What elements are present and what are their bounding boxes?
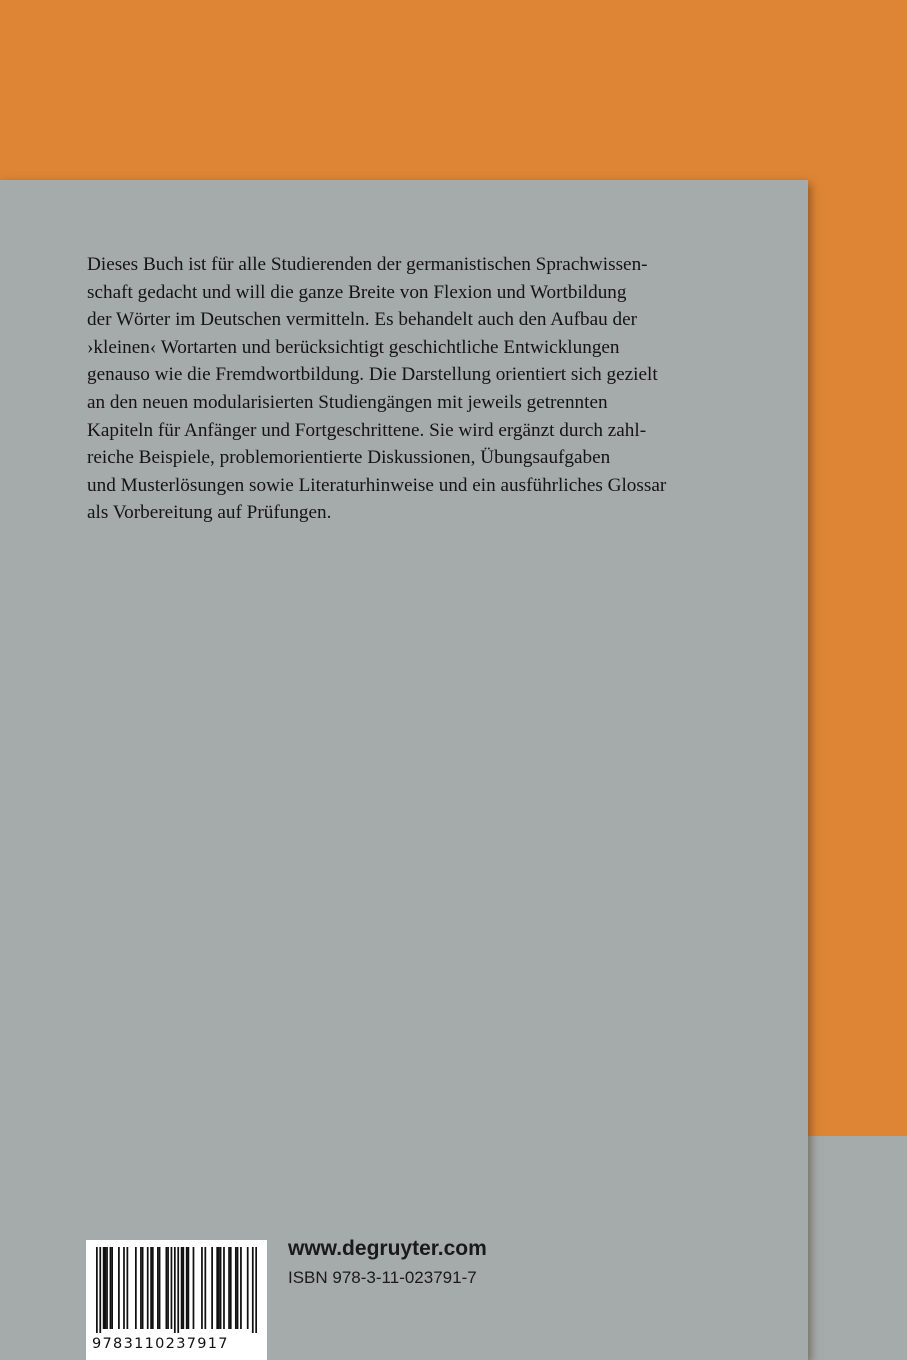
blurb-line: und Musterlösungen sowie Literaturhinweise und ein ausführliches Glossar	[87, 474, 667, 496]
barcode-bar	[110, 1247, 112, 1329]
barcode-bar	[142, 1247, 144, 1329]
barcode-bar	[157, 1247, 159, 1329]
barcode-bar	[186, 1247, 188, 1329]
barcode-bar	[152, 1247, 154, 1329]
barcode-bar	[235, 1247, 237, 1329]
orange-side-band	[808, 180, 907, 1136]
barcode-bar	[118, 1247, 120, 1329]
barcode-bar	[159, 1247, 161, 1329]
barcode-bar	[123, 1247, 125, 1329]
barcode-bar	[220, 1247, 222, 1329]
blurb-text	[87, 251, 737, 527]
barcode-bar	[228, 1247, 230, 1329]
barcode-bar	[150, 1247, 152, 1329]
barcode-bar	[237, 1247, 239, 1329]
blurb-line: Dieses Buch ist für alle Studierenden der germanistischen Sprachwissen-	[87, 254, 648, 275]
barcode-bar	[193, 1247, 195, 1329]
barcode-bar	[111, 1247, 113, 1329]
barcode-bar	[216, 1247, 218, 1329]
blurb-line: reiche Beispiele, problemorientierte Diskussionen, Übungsaufgaben	[87, 447, 611, 469]
isbn-number: ISBN 978-3-11-023791-7	[288, 1268, 477, 1287]
barcode-bar	[99, 1247, 101, 1333]
barcode-bar	[167, 1247, 169, 1329]
barcode-bar	[255, 1247, 257, 1333]
barcode-bar	[103, 1247, 105, 1329]
barcode-bar	[188, 1247, 190, 1329]
barcode	[86, 1240, 267, 1360]
publisher-website: www.degruyter.com	[288, 1237, 487, 1260]
barcode-bar	[223, 1247, 225, 1329]
blurb-line: Kapiteln für Anfänger und Fortgeschrittene. Sie wird ergänzt durch zahl-	[87, 419, 647, 441]
barcode-bar	[147, 1247, 149, 1329]
barcode-bar	[201, 1247, 203, 1329]
blurb-line: ›kleinen‹ Wortarten und berücksichtigt geschichtliche Entwicklungen	[87, 336, 620, 358]
blurb-line: als Vorbereitung auf Prüfungen.	[87, 502, 332, 524]
blurb-line: der Wörter im Deutschen vermitteln. Es behandelt auch den Aufbau der	[87, 309, 638, 331]
blurb-line: an den neuen modularisierten Studiengängen mit jeweils getrennten	[87, 391, 608, 413]
barcode-bar	[230, 1247, 232, 1329]
barcode-bar	[204, 1247, 206, 1329]
barcode-bar	[211, 1247, 213, 1329]
barcode-bars	[96, 1247, 257, 1333]
blurb-line: schaft gedacht und will die ganze Breite von Flexion und Wortbildung	[87, 281, 627, 303]
barcode-bar	[104, 1247, 106, 1329]
barcode-bar	[218, 1247, 220, 1329]
barcode-bar	[96, 1247, 98, 1333]
barcode-bar	[135, 1247, 137, 1329]
barcode-bar	[252, 1247, 254, 1333]
barcode-bar	[174, 1247, 176, 1333]
barcode-bar	[181, 1247, 183, 1329]
barcode-bar	[140, 1247, 142, 1329]
barcode-bar	[177, 1247, 179, 1333]
barcode-bar	[171, 1247, 173, 1329]
barcode-bar	[240, 1247, 242, 1329]
barcode-bar	[247, 1247, 249, 1329]
barcode-bar	[106, 1247, 108, 1329]
barcode-bar	[182, 1247, 184, 1329]
blurb-line: genauso wie die Fremdwortbildung. Die Darstellung orientiert sich gezielt	[87, 364, 658, 386]
barcode-number: 9783110237917	[92, 1336, 229, 1352]
orange-top-band	[0, 0, 907, 180]
barcode-bar	[127, 1247, 129, 1329]
barcode-bar	[165, 1247, 167, 1329]
